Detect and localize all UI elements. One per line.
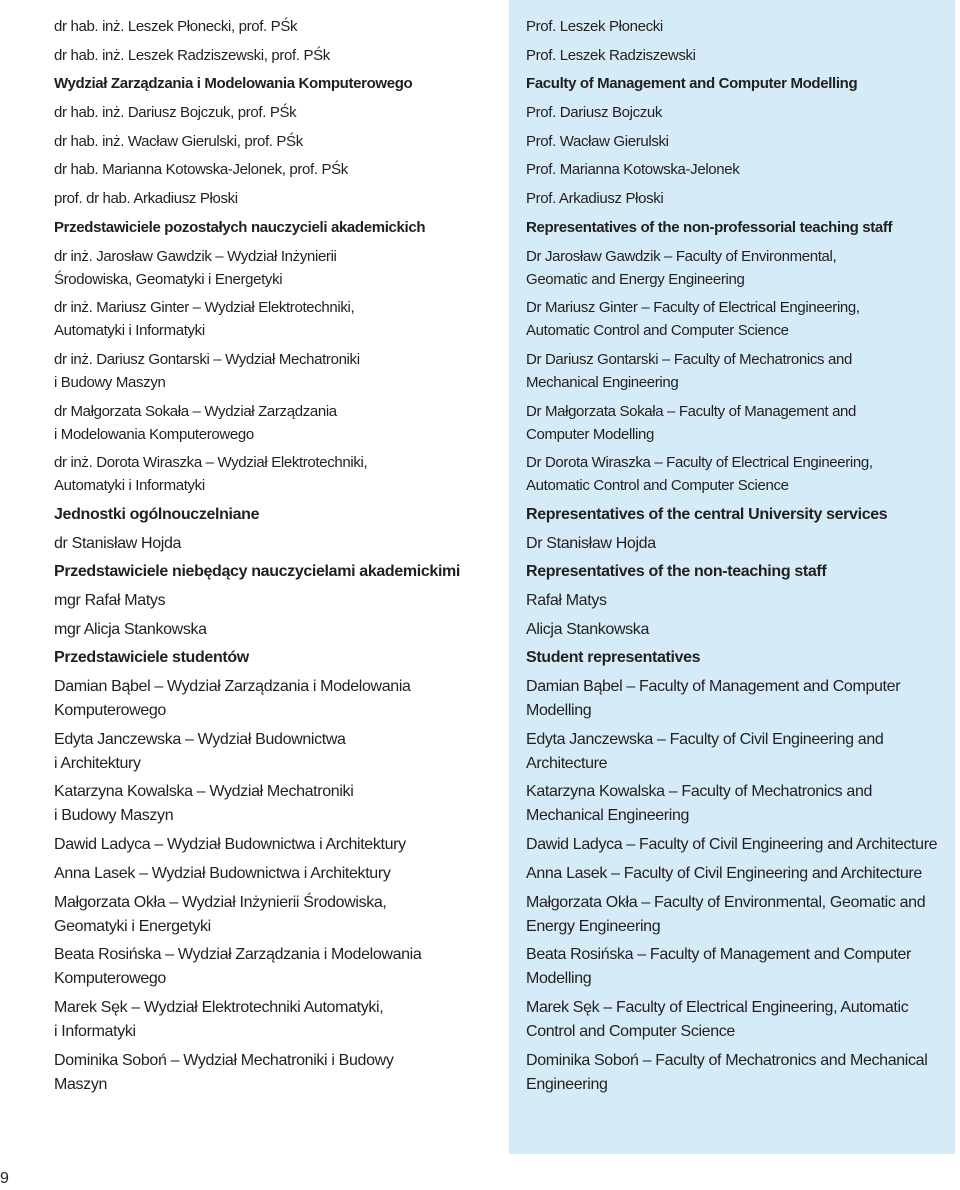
entry-line: Jednostki ogólnouczelniane [54,505,260,523]
english-member-entry [526,618,955,642]
english-member-entry [526,158,955,181]
entry-line: Dawid Ladyca – Wydział Budownictwa i Architektury [54,836,406,854]
english-member-entry [526,400,955,446]
english-member-entry [526,996,955,1044]
entry-line: Dr Małgorzata Sokała – Faculty of Management and [526,402,857,420]
entry-line: Dominika Soboń – Wydział Mechatroniki i Budowy [54,1051,394,1069]
entry-line: Dr Dorota Wiraszka – Faculty of Electrical Engineering, [526,454,873,472]
entry-line: dr Stanisław Hojda [54,534,182,552]
entry-line: dr hab. inż. Leszek Płonecki, prof. PŚk [54,18,298,35]
entry-line: dr inż. Mariusz Ginter – Wydział Elektrotechniki, [54,299,355,317]
english-member-entry [526,675,955,723]
entry-line: Representatives of the non-teaching staff [526,563,827,581]
entry-line: Damian Bąbel – Faculty of Management and Computer [526,678,901,696]
entry-line: Alicja Stankowska [526,620,649,638]
polish-member-entry [54,451,494,497]
english-member-entry [526,130,955,153]
english-member-entry [526,451,955,497]
entry-line: Student representatives [526,649,701,667]
english-member-entry [526,891,955,939]
entry-line: Beata Rosińska – Wydział Zarządzania i Modelowania [54,946,422,964]
entry-line: Mechanical Engineering [526,807,690,825]
polish-member-entry [54,675,494,723]
entry-line: Małgorzata Okła – Wydział Inżynierii Środowiska, [54,893,387,911]
english-column [509,0,955,1154]
entry-line: Anna Lasek – Wydział Budownictwa i Architektury [54,864,391,882]
entry-line: Maszyn [54,1075,108,1093]
entry-line: Prof. Leszek Płonecki [526,18,663,35]
entry-line: Komputerowego [54,702,166,720]
entry-line: i Modelowania Komputerowego [54,425,254,443]
english-member-entry [526,15,955,38]
english-member-entry [526,187,955,210]
polish-member-entry [54,400,494,446]
entry-line: Katarzyna Kowalska – Wydział Mechatroniki [54,783,354,801]
polish-member-entry [54,589,494,613]
entry-line: Automatic Control and Computer Science [526,477,789,495]
polish-member-entry [54,101,494,124]
polish-member-entry [54,44,494,67]
entry-line: Rafał Matys [526,592,607,609]
entry-line: Modelling [526,970,592,988]
entry-line: Architecture [526,754,608,772]
polish-section-heading [54,646,494,670]
english-section-heading [526,72,955,95]
entry-line: i Budowy Maszyn [54,807,174,825]
polish-section-heading [54,72,494,95]
entry-line: Representatives of the non-professorial teaching staff [526,218,893,236]
entry-line: i Budowy Maszyn [54,373,166,391]
polish-member-entry [54,348,494,394]
entry-line: Energy Engineering [526,917,661,935]
entry-line: Dr Mariusz Ginter – Faculty of Electrical Engineering, [526,299,860,317]
english-member-entry [526,348,955,394]
entry-line: i Informatyki [54,1022,136,1040]
entry-line: Dr Stanisław Hojda [526,534,656,552]
polish-member-entry [54,943,494,991]
entry-line: dr inż. Jarosław Gawdzik – Wydział Inżynierii [54,247,337,265]
entry-line: dr hab. Marianna Kotowska-Jelonek, prof. PŚk [54,161,348,179]
english-member-entry [526,943,955,991]
entry-line: Małgorzata Okła – Faculty of Environmental, Geomatic and [526,893,926,911]
entry-line: Automatyki i Informatyki [54,322,205,340]
english-section-heading [526,503,955,527]
english-section-heading [526,216,955,239]
polish-section-heading [54,560,494,584]
english-section-heading [526,560,955,584]
page-number: 9 [0,1170,9,1187]
entry-line: Prof. Arkadiusz Płoski [526,190,664,208]
polish-member-entry [54,245,494,291]
entry-line: dr inż. Dorota Wiraszka – Wydział Elektrotechniki, [54,454,368,472]
entry-line: Marek Sęk – Faculty of Electrical Engineering, Automatic [526,998,909,1016]
entry-line: Mechanical Engineering [526,373,679,391]
entry-line: dr hab. inż. Wacław Gierulski, prof. PŚk [54,132,303,150]
english-member-entry [526,245,955,291]
entry-line: Prof. Marianna Kotowska-Jelonek [526,161,740,179]
english-member-entry [526,862,955,886]
english-member-entry [526,728,955,776]
entry-line: i Architektury [54,754,141,772]
polish-section-heading [54,216,494,239]
entry-line: Środowiska, Geomatyki i Energetyki [54,270,283,288]
entry-line: Edyta Janczewska – Faculty of Civil Engineering and [526,730,884,748]
entry-line: Faculty of Management and Computer Modelling [526,75,858,93]
polish-member-entry [54,728,494,776]
entry-line: Komputerowego [54,970,166,988]
entry-line: Anna Lasek – Faculty of Civil Engineering and Architecture [526,864,922,882]
polish-member-entry [54,780,494,828]
polish-member-entry [54,296,494,342]
polish-member-entry [54,158,494,181]
polish-member-entry [54,532,494,556]
polish-member-entry [54,15,494,38]
entry-line: mgr Alicja Stankowska [54,620,207,638]
entry-line: Przedstawiciele niebędący nauczycielami akademickimi [54,563,461,581]
polish-member-entry [54,1049,494,1097]
entry-line: Dr Dariusz Gontarski – Faculty of Mechatronics and [526,350,852,368]
entry-line: Geomatyki i Energetyki [54,917,211,935]
entry-line: prof. dr hab. Arkadiusz Płoski [54,190,238,208]
polish-member-entry [54,187,494,210]
entry-line: Engineering [526,1075,608,1093]
entry-line: mgr Rafał Matys [54,592,166,609]
entry-line: Damian Bąbel – Wydział Zarządzania i Modelowania [54,678,411,696]
polish-section-heading [54,503,494,527]
english-member-entry [526,296,955,342]
english-member-entry [526,589,955,613]
entry-line: Prof. Dariusz Bojczuk [526,104,663,122]
entry-line: Automatic Control and Computer Science [526,322,789,340]
polish-column [54,0,494,1101]
entry-line: Dr Jarosław Gawdzik – Faculty of Environmental, [526,247,837,265]
entry-line: dr inż. Dariusz Gontarski – Wydział Mechatroniki [54,350,360,368]
english-member-entry [526,44,955,67]
english-section-heading [526,646,955,670]
entry-line: dr hab. inż. Leszek Radziszewski, prof. PŚk [54,46,330,64]
english-member-entry [526,1049,955,1097]
entry-line: Dominika Soboń – Faculty of Mechatronics and Mechanical [526,1051,928,1069]
english-member-entry [526,532,955,556]
entry-line: Wydział Zarządzania i Modelowania Komputerowego [54,75,413,93]
entry-line: Marek Sęk – Wydział Elektrotechniki Automatyki, [54,998,384,1016]
polish-member-entry [54,618,494,642]
entry-line: Control and Computer Science [526,1022,735,1040]
polish-member-entry [54,130,494,153]
entry-line: Automatyki i Informatyki [54,477,205,495]
english-member-entry [526,780,955,828]
entry-line: Beata Rosińska – Faculty of Management and Computer [526,946,912,964]
polish-member-entry [54,891,494,939]
english-member-entry [526,833,955,857]
entry-line: Geomatic and Energy Engineering [526,270,745,288]
entry-line: Przedstawiciele pozostałych nauczycieli akademickich [54,218,426,236]
entry-line: Representatives of the central University services [526,505,888,523]
entry-line: Computer Modelling [526,425,654,443]
entry-line: dr Małgorzata Sokała – Wydział Zarządzania [54,402,337,420]
entry-line: Prof. Wacław Gierulski [526,132,669,150]
entry-line: Modelling [526,702,592,720]
entry-line: Przedstawiciele studentów [54,649,249,667]
polish-member-entry [54,833,494,857]
polish-member-entry [54,862,494,886]
entry-line: Edyta Janczewska – Wydział Budownictwa [54,730,346,748]
entry-line: Dawid Ladyca – Faculty of Civil Engineering and Architecture [526,836,938,854]
polish-member-entry [54,996,494,1044]
entry-line: dr hab. inż. Dariusz Bojczuk, prof. PŚk [54,104,297,122]
english-member-entry [526,101,955,124]
entry-line: Prof. Leszek Radziszewski [526,46,696,64]
entry-line: Katarzyna Kowalska – Faculty of Mechatronics and [526,783,873,801]
